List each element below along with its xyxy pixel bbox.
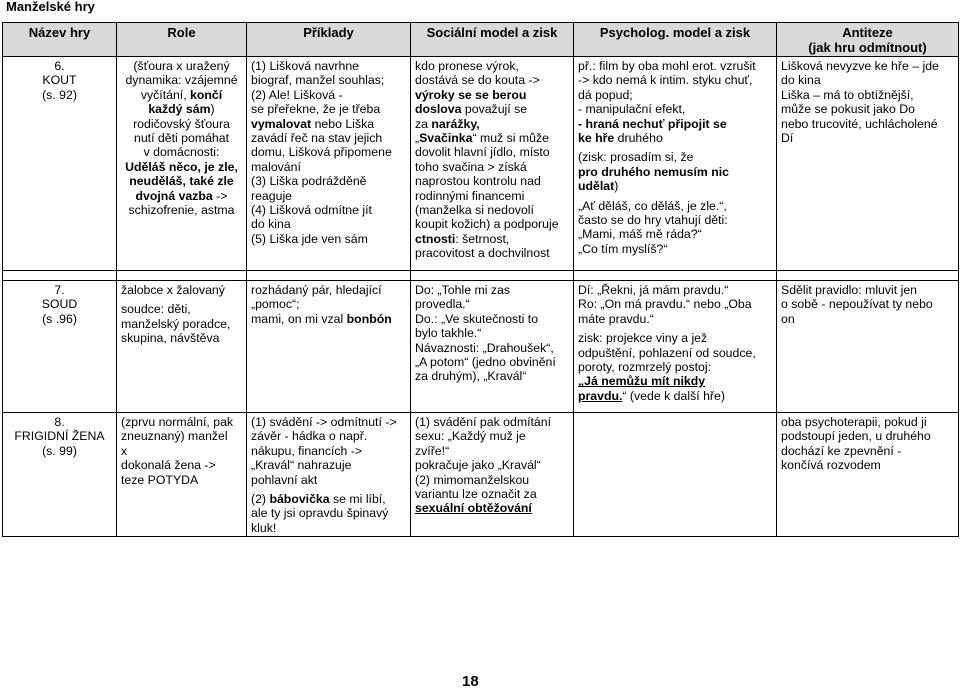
text-line: může se pokusit jako Do [781,102,915,117]
text-line: dynamika: vzájemné [125,73,238,88]
text-line: Lišková nevyzve ke hře – jde [781,59,939,73]
text-line: reaguje [251,188,293,203]
bold-text: každý sám [148,102,211,117]
psych-model-cell [574,57,777,271]
social-model-cell [411,281,574,413]
text-line [578,179,772,193]
text-line: sexu: „Každý muž je [415,429,526,444]
game-number: 7. [54,283,65,297]
antithesis-cell [777,281,959,413]
text-line: zneuznaný) manžel [121,429,228,444]
text-line: on [781,311,795,326]
text-line: Návaznosti: „Drahoušek“, [415,340,554,355]
page-number: 18 [462,673,479,690]
text-line: Dí: „Řekni, já mám pravdu.“ [578,283,729,297]
text-line: teze POTYDA [121,472,199,487]
text-line: domu, Lišková připomene [251,145,392,160]
text-line: (1) svádění pak odmítání [415,415,552,429]
text-run: mami, on mi vzal [251,311,347,326]
bold-text: Svačinka [419,131,473,146]
role-cell [117,281,247,413]
bold-text: pro druhého nemusím nic [578,164,729,179]
text-line: rodičovský šťoura [133,116,230,131]
text-run: ) [210,102,215,117]
text-line: rozhádaný pár, hledající [251,283,382,297]
text-line: Do.: „Ve skutečnosti to [415,311,539,326]
text-line: (2) mimomanželskou [415,472,530,487]
text-line: zavádí řeč na stav jejich [251,131,383,146]
text-line: Do: „Tohle mi zas [415,283,510,297]
text-line: koupit kožich) a podporuje [415,217,559,232]
psych-model-cell [574,281,777,413]
bold-underlined-text: sexuální obtěžování [415,501,532,516]
text-line: často se do hry vtahují děti: [578,213,728,228]
social-model-cell [411,413,574,537]
table-row-soud [3,281,959,413]
text-line [415,102,569,116]
text-line: kdo pronese výrok, [415,59,519,73]
text-line [251,312,406,326]
text-line: rodinnými financemi [415,188,525,203]
header-examples: Příklady [247,23,411,57]
text-line: do kina [781,73,821,88]
bold-underlined-text: pravdu. [578,388,623,403]
text-line: závěr - hádka o např. [251,429,368,444]
text-line: schizofrenie, astma [128,203,235,218]
antithesis-cell [777,57,959,271]
text-run: se mi líbí, [329,492,386,507]
text-line [578,389,772,403]
text-line: pokračuje jako „Kravál“ [415,458,541,473]
text-line: žalobce x žalovaný [121,283,225,297]
text-run: za [415,116,432,131]
bold-text: ctnosti [415,231,456,246]
row-separator [3,271,959,281]
game-name-cell [3,57,117,271]
text-line: provedla.“ [415,297,470,312]
game-name: KOUT [42,73,77,88]
text-line: dostává se do kouta -> [415,73,540,88]
examples-cell [247,413,411,537]
text-line: nutí děti pomáhat [133,131,230,146]
text-line: nebo trucovité, uchlácholené [781,116,938,131]
header-game-name: Název hry [3,23,117,57]
text-line [415,232,569,246]
text-line [121,88,242,102]
header-role: Role [117,23,247,57]
text-line: „Co tím myslíš?“ [578,241,668,256]
game-number: 6. [54,59,65,73]
game-page: (s .96) [42,311,77,326]
table-row-kout [3,57,959,271]
text-line: -> kdo nemá k intim. styku chuť, [578,73,753,88]
game-number: 8. [54,415,65,429]
text-line: (4) Lišková odmítne jít [251,203,372,218]
bold-text: výroky se se berou [415,87,527,102]
header-antithesis-sublabel: (jak hru odmítnout) [808,40,927,55]
text-line: nákupu, financích -> [251,443,363,458]
text-line: naprostou kontrolu nad [415,174,541,189]
psych-model-cell [574,413,777,537]
document-title: Manželské hry [6,0,95,14]
text-line: toho svačina > získá [415,159,527,174]
bold-text: narážky, [431,116,480,131]
text-line: „Kravál“ nahrazuje [251,458,352,473]
text-line: pohlavní akt [251,472,318,487]
text-line: odpuštění, pohlazení od soudce, [578,345,756,360]
text-line: Ro: „On má pravdu.“ nebo „Oba [578,297,752,312]
text-line: do kina [251,217,291,232]
text-line: (2) Ale! Lišková - [251,87,343,102]
marital-games-table [2,22,959,537]
text-line: biograf, manžel souhlas; [251,73,385,88]
text-line [251,117,406,131]
text-line: poroty, rozmrzelý postoj: [578,360,712,375]
text-run: ) [614,179,619,194]
text-line: dá popud; [578,87,633,102]
text-line: Dí [781,131,794,146]
social-model-cell [411,57,574,271]
text-line: variantu lze označit za [415,487,537,502]
text-run: “ muž si může [472,131,549,146]
text-line: končívá rozvodem [781,458,881,473]
header-psych-model: Psycholog. model a zisk [574,23,777,57]
game-name: SOUD [41,297,78,312]
text-line: (3) Liška podrážděně [251,174,367,189]
bold-text: bábovička [269,492,330,507]
text-line: (šťoura x uražený [133,59,230,73]
text-run: -> [212,188,228,203]
text-line: manželský poradce, [121,316,231,331]
bold-text: - hraná nechuť připojit se [578,116,727,131]
text-line: malování [251,159,301,174]
text-line: oba psychoterapii, pokud ji [781,415,927,429]
text-line: (1) svádění -> odmítnutí -> [251,415,397,429]
table-row-frigidni-zena [3,413,959,537]
text-run: druhého [614,131,663,146]
game-name: FRIGIDNÍ ŽENA [14,429,105,444]
text-line [121,102,242,116]
text-line: př.: film by oba mohl erot. vzrušit [578,59,756,73]
text-line [251,492,406,506]
bold-text: bonbón [346,311,392,326]
text-run: vyčítání, [140,87,191,102]
bold-text: neuděláš, také zle [129,174,234,189]
text-line: máte pravdu.“ [578,311,654,326]
bold-text: dvojná vazba [135,188,213,203]
text-line: Liška – má to obtížnější, [781,87,914,102]
text-line: v domácnosti: [143,145,220,160]
bold-text: ke hře [578,131,615,146]
bold-underlined-text: „Já nemůžu mít nikdy [578,374,706,389]
game-page: (s. 99) [42,443,77,458]
header-row [3,23,959,57]
text-line: „pomoc“; [251,297,300,312]
text-line: se přeřekne, že je třeba [251,102,381,117]
game-name-cell [3,281,117,413]
text-line: „A potom“ (jedno obvinění [415,355,556,370]
text-line: soudce: děti, [121,302,191,317]
header-antithesis-label: Antiteze [842,25,893,40]
text-line: - manipulační efekt, [578,102,686,117]
text-line [415,131,569,145]
text-run: „ [415,131,420,146]
text-line: skupina, návštěva [121,331,220,346]
text-line: (5) Liška jde ven sám [251,231,368,246]
bold-text: vymalovat [251,116,312,131]
text-line: (manželka si nedovolí [415,203,534,218]
header-social-model: Sociální model a zisk [411,23,574,57]
bold-text: končí [190,87,223,102]
text-line: Sdělit pravidlo: mluvit jen [781,283,918,297]
text-line: zvíře!“ [415,443,450,458]
text-line: pracovitost a dochvilnost [415,246,550,261]
text-run: “ (vede k další hře) [622,388,725,403]
game-name-cell [3,413,117,537]
text-line: x [121,443,128,458]
antithesis-cell [777,413,959,537]
examples-cell [247,57,411,271]
header-antithesis [777,23,959,57]
text-line: za druhým), „Kravál“ [415,369,527,384]
text-line: (zisk: prosadím si, že [578,150,694,165]
text-run: (2) [251,492,270,507]
game-page: (s. 92) [42,87,77,102]
examples-cell [247,281,411,413]
bold-text: doslova [415,102,462,117]
text-line: ale ty jsi opravdu špinavý [251,506,389,521]
text-line: (1) Lišková navrhne [251,59,359,73]
text-line: o sobě - nepoužívat ty nebo [781,297,933,312]
bold-text: Uděláš něco, je zle, [125,159,238,174]
text-line: kluk! [251,520,277,535]
text-line: (zprvu normální, pak [121,415,234,429]
text-line: bylo takhle.“ [415,326,482,341]
text-line: dochází ke zpevnění - [781,443,902,458]
text-line [121,189,242,203]
text-line: „Ať děláš, co děláš, je zle.“, [578,198,727,213]
role-cell [117,413,247,537]
text-run: považují se [461,102,528,117]
text-line: zisk: projekce viny a jež [578,331,708,346]
role-cell [117,57,247,271]
text-line: dovolit hlavní jídlo, místo [415,145,550,160]
text-line: „Mami, máš mě ráda?“ [578,227,702,242]
text-line: podstoupí jeden, u druhého [781,429,931,444]
bold-text: udělat [578,179,615,194]
text-line [578,131,772,145]
text-line [415,117,569,131]
text-run: : šetrnost, [455,231,510,246]
text-run: nebo Liška [311,116,375,131]
text-line: dokonalá žena -> [121,458,216,473]
